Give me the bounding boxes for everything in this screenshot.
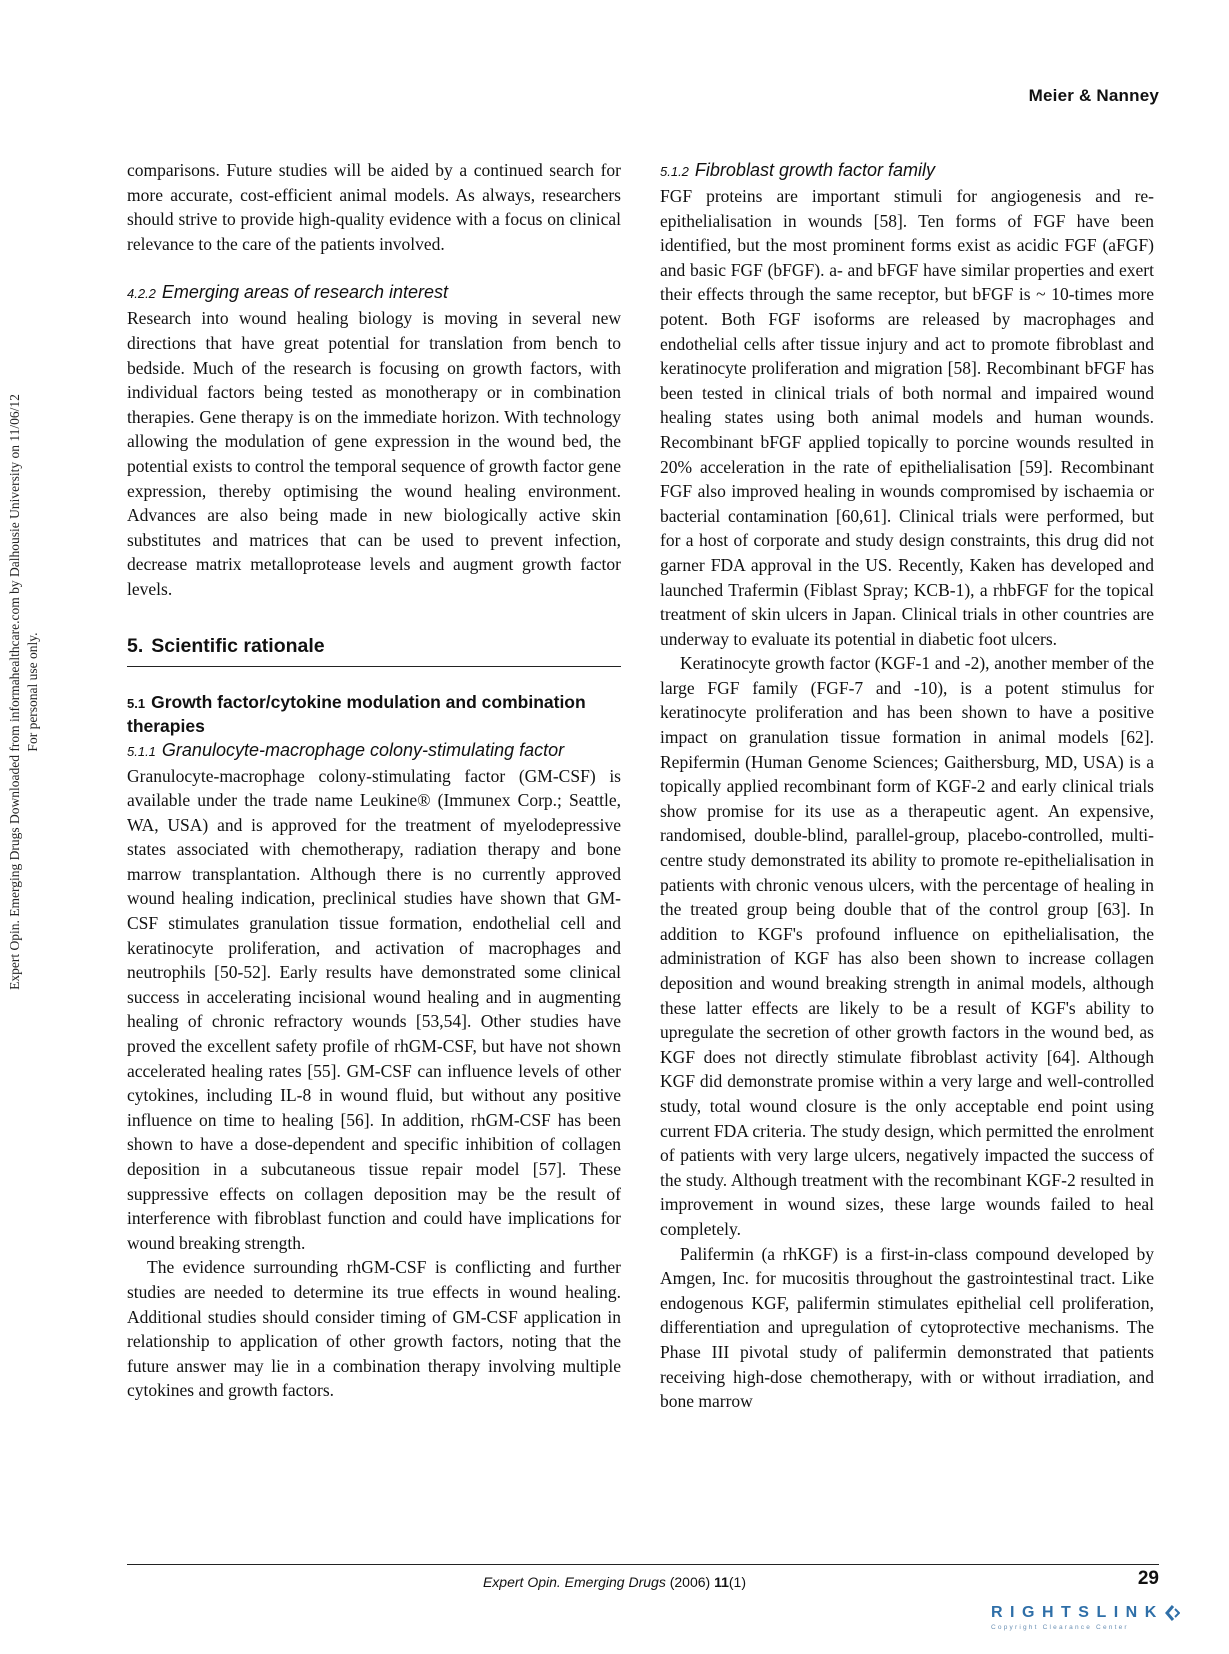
chevron-logo-icon <box>1164 1604 1180 1622</box>
heading-number: 5.1.2 <box>660 164 689 179</box>
journal-name: Expert Opin. Emerging Drugs <box>482 1574 666 1590</box>
paragraph-kgf: Keratinocyte growth factor (KGF-1 and -2), another member of the large FGF family (FGF-7 and -10), is a potent stimulus for keratinocyte proliferation and has been shown to have a positive impact on granulation tissue formation in animal models [62]. Repifermin (Human Genome Sciences; Gaithersburg, MD, USA) is a topically applied recombinant form of KGF-2 and early clinical trials show promise for its use as a therapeutic agent. An expensive, randomised, double-blind, parallel-group, placebo-controlled, multi-centre study demonstrated its ability to promote re-epithelialisation in patients with chronic venous ulcers, with the percentage of healing in the treated group being double that of the control group [63]. In addition to KGF's profound influence on epithelialisation, the administration of KGF has also been shown to increase collagen deposition and wound breaking strength in animal models, although these latter effects are likely to be a result of KGF's ability to upregulate the secretion of other growth factors in the wound bed, as KGF does not directly stimulate fibroblast activity [64]. Although KGF did demonstrate promise within a very large and well-controlled study, total wound closure is the only acceptable end point using current FDA criteria. The study design, which permitted the enrolment of patients with very large ulcers, negatively impacted the success of the study. Although treatment with the recombinant KGF-2 resulted in improvement in wound sizes, these large wounds failed to heal completely. <box>660 653 1154 1239</box>
heading-title: Fibroblast growth factor family <box>694 160 936 180</box>
heading-title: Emerging areas of research interest <box>161 282 449 303</box>
heading-title: Growth factor/cytokine modulation and combination therapies <box>127 691 586 736</box>
heading-number: 5.1 <box>127 695 146 711</box>
footer-citation <box>0 1574 1229 1590</box>
heading-number: 5.1.1 <box>127 743 156 759</box>
paragraph-emerging-areas: Research into wound healing biology is moving in several new directions that have great potential for translation from bench to bedside. Much of the research is focusing on growth factors, with individual factors being tested as monotherapy or in combination therapies. Gene therapy is on the immediate horizon. With technology allowing the modulation of gene expression in the wound bed, the potential exists to control the temporal sequence of growth factor gene expression, thereby optimising the wound healing environment. Advances are also being made in new biologically active skin substitutes and matrices that can be used to prevent infection, decrease matrix metalloprotease levels and augment growth factor levels. <box>127 308 621 599</box>
heading-title: Scientific rationale <box>151 634 325 657</box>
paragraph-palifermin: Palifermin (a rhKGF) is a first-in-class compound developed by Amgen, Inc. for mucositis throughout the gastrointestinal tract. Like endogenous KGF, palifermin stimulates epithelial cell proliferation, differentiation and upregulation of cytoprotective mechanisms. The Phase III pivotal study of palifermin demonstrated that patients receiving high-dose chemotherapy, with or without irradiation, and bone marrow <box>660 1243 1154 1412</box>
heading-title: Granulocyte-macrophage colony-stimulating factor <box>161 739 565 760</box>
left-column <box>127 158 621 1403</box>
paragraph-fgf: FGF proteins are important stimuli for angiogenesis and re-epithelialisation in wounds [58]. Ten forms of FGF have been identified, but the most prominent forms exist as acidic FGF (aFGF) and basic FGF (bFGF). a- and bFGF have similar properties and exert their effects through the same receptor, but bFGF is ~ 10-times more potent. Both FGF isoforms are released by macrophages and endothelial cells after tissue injury and act to promote fibroblast and keratinocyte proliferation and migration [58]. Recombinant bFGF has been tested in clinical trials of both normal and impaired wound healing states using both animal models and human wounds. Recombinant bFGF applied topically to porcine wounds resulted in 20% acceleration in the rate of epithelialisation [59]. Recombinant FGF also improved healing in wounds compromised by ischaemia or bacterial contamination [60,61]. Clinical trials were performed, but for a host of corporate and study design constraints, this drug did not garner FDA approval in the US. Recently, Kaken has developed and launched Trafermin (Fiblast Spray; KCB-1), a rhbFGF for the topical treatment of skin ulcers in Japan. Clinical trials in other countries are underway to evaluate its potential in diabetic foot ulcers. <box>660 186 1154 649</box>
watermark-line-1: Expert Opin. Emerging Drugs Downloaded from informahealthcare.com by Dalhousie University on 11/06/12 <box>7 394 22 990</box>
logo-subtext: Copyright Clearance Center <box>991 1624 1129 1631</box>
watermark-line-2: For personal use only. <box>25 632 40 752</box>
heading-4-2-2 <box>127 280 621 306</box>
heading-5-1-1 <box>127 738 621 764</box>
download-watermark <box>6 172 56 1212</box>
running-head: Meier & Nanney <box>1028 86 1159 105</box>
footer-rule <box>127 1564 1159 1565</box>
paragraph-gm-csf: Granulocyte-macrophage colony-stimulating factor (GM-CSF) is available under the trade name Leukine® (Immunex Corp.; Seattle, WA, USA) and is approved for the treatment of myelodepressive states associated with chemotherapy, radiation therapy and bone marrow transplantation. Although there is no currently approved wound healing indication, preclinical studies have shown that GM-CSF stimulates granulation tissue formation, endothelial cell and keratinocyte proliferation, and activation of macrophages and neutrophils [50-52]. Early results have demonstrated some clinical success in accelerating incisional wound healing and in augmenting healing of chronic refractory wounds [53,54]. Other studies have proved the excellent safety profile of rhGM-CSF, but have not shown accelerated healing rates [55]. GM-CSF can influence levels of other cytokines, including IL-8 in wound fluid, but without any positive influence on time to healing [56]. In addition, rhGM-CSF has been shown to have a dose-dependent and specific inhibition of collagen deposition in a subcutaneous tissue repair model [57]. These suppressive effects on collagen deposition may be the result of interference with fibroblast function and could have implications for wound breaking strength. <box>127 765 621 1253</box>
paragraph-continued: comparisons. Future studies will be aided by a continued search for more accurate, cost-efficient animal models. As always, researchers should strive to provide high-quality evidence with a focus on clinical relevance to the care of the patients involved. <box>127 160 621 254</box>
heading-number: 5. <box>127 634 144 657</box>
page-number: 29 <box>1137 1568 1159 1589</box>
logo-text: RIGHTSLINK <box>991 1604 1164 1621</box>
journal-volume: 11 <box>714 1574 729 1590</box>
journal-issue: (1) <box>728 1574 747 1590</box>
paragraph-gm-csf-evidence: The evidence surrounding rhGM-CSF is conflicting and further studies are needed to determine its true effects in wound healing. Additional studies should consider timing of GM-CSF application in relationship to application of other growth factors, noting that the future answer may lie in a combination therapy involving multiple cytokines and growth factors. <box>127 1257 621 1401</box>
heading-section-5 <box>127 632 621 667</box>
heading-number: 4.2.2 <box>127 286 156 302</box>
right-column <box>660 158 1154 1414</box>
rightslink-logo <box>991 1604 1191 1642</box>
heading-5-1 <box>127 691 621 738</box>
heading-5-1-2 <box>660 158 1154 184</box>
journal-year: (2006) <box>669 1574 711 1590</box>
